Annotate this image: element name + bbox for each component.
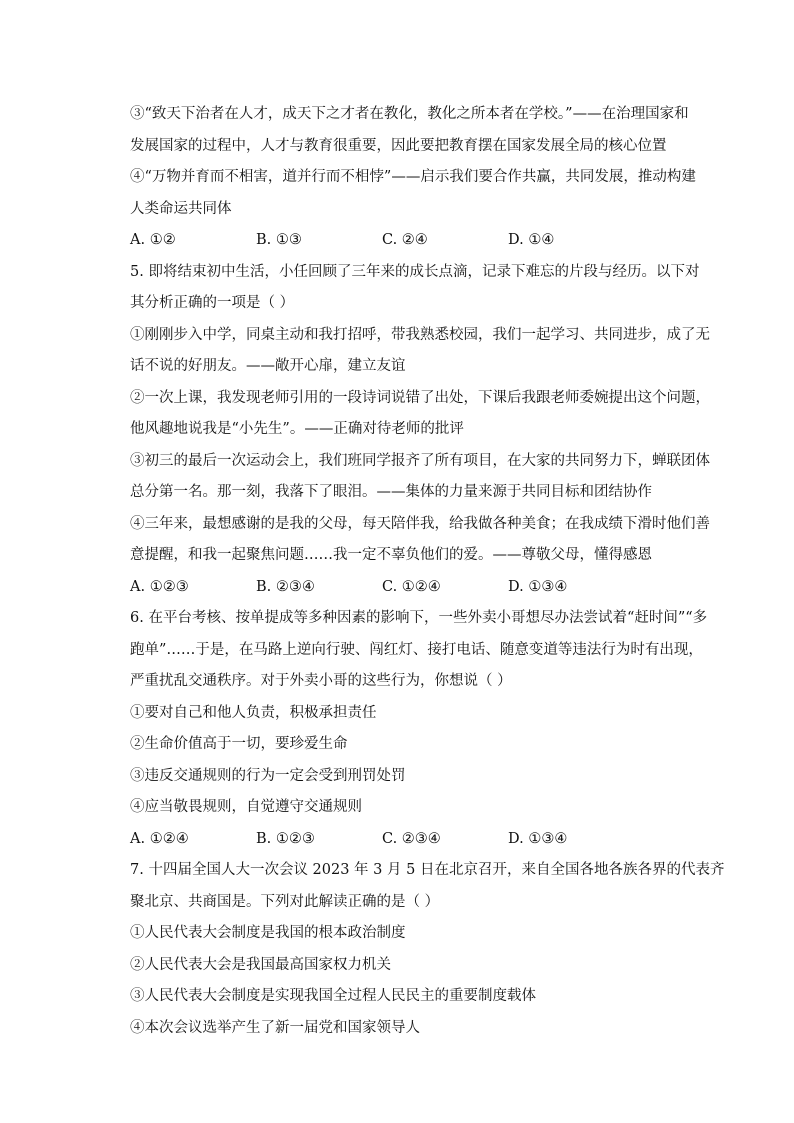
question-4-continued (130, 99, 702, 257)
q5-item-1-line-1: ①刚刚步入中学，同桌主动和我打招呼，带我熟悉校园，我们一起学习、共同进步，成了无 (130, 326, 710, 343)
q4-option-d: D. ①④ (508, 232, 555, 248)
q7-stem-line-1: 7. 十四届全国人大一次会议 2023 年 3 月 5 日在北京召开，来自全国各地各族各界的代表齐 (130, 862, 725, 878)
q6-option-a: A. ①②④ (130, 830, 189, 847)
q4-item-4-line-2: 人类命运共同体 (130, 200, 232, 217)
question-5 (130, 257, 710, 604)
q6-option-d: D. ①③④ (508, 830, 568, 847)
q5-option-a: A. ①②③ (130, 578, 189, 595)
q4-options (130, 225, 702, 257)
q5-stem-line-2: 其分析正确的一项是（ ） (130, 295, 295, 311)
q5-options (130, 572, 702, 604)
q5-option-c: C. ①②④ (382, 578, 441, 595)
q5-item-2-line-1: ②一次上课，我发现老师引用的一段诗词说错了出处，下课后我跟老师委婉提出这个问题， (130, 389, 710, 406)
question-7 (130, 855, 725, 1044)
q4-item-3-line-2: 发展国家的过程中，人才与教育很重要，因此要把教育摆在国家发展全局的核心位置 (130, 137, 667, 154)
q7-item-2: ②人民代表大会是我国最高国家权力机关 (130, 956, 391, 973)
question-6 (130, 603, 708, 855)
q4-option-b: B. ①③ (256, 232, 302, 248)
q7-stem-line-2: 聚北京、共商国是。下列对此解读正确的是（ ） (130, 893, 440, 910)
q4-item-3-line-1: ③“致天下治者在人才，成天下之才者在教化，教化之所本者在学校。”——在治理国家和 (130, 106, 689, 122)
q6-item-3: ③违反交通规则的行为一定会受到刑罚处罚 (130, 767, 406, 784)
q5-item-4-line-1: ④三年来，最想感谢的是我的父母，每天陪伴我，给我做各种美食；在我成绩下滑时他们善 (130, 515, 710, 532)
q6-option-b: B. ①②③ (256, 830, 315, 847)
q6-item-2: ②生命价值高于一切，要珍爱生命 (130, 736, 348, 752)
q5-item-2-line-2: 他风趣地说我是“小先生”。——正确对待老师的批评 (130, 421, 464, 437)
q6-stem-line-1: 6. 在平台考核、按单提成等多种因素的影响下，一些外卖小哥想尽办法尝试着“赶时间”“多 (130, 610, 708, 626)
q4-item-4-line-1: ④“万物并育而不相害，道并行而不相悖”——启示我们要合作共赢，共同发展，推动构建 (130, 169, 696, 185)
q5-item-3-line-2: 总分第一名。那一刻，我落下了眼泪。——集体的力量来源于共同目标和团结协作 (130, 484, 652, 500)
q5-item-4-line-2: 意提醒，和我一起聚焦问题……我一定不辜负他们的爱。——尊敬父母，懂得感恩 (130, 547, 652, 563)
q5-item-1-line-2: 话不说的好朋友。——敞开心扉，建立友谊 (130, 358, 406, 374)
q6-options (130, 824, 702, 856)
q6-option-c: C. ②③④ (382, 830, 441, 847)
q4-option-a: A. ①② (130, 232, 176, 248)
q5-item-3-line-1: ③初三的最后一次运动会上，我们班同学报齐了所有项目，在大家的共同努力下，蝉联团体 (130, 452, 710, 469)
q5-option-d: D. ①③④ (508, 578, 568, 595)
q6-item-4: ④应当敬畏规则，自觉遵守交通规则 (130, 799, 362, 815)
q6-item-1: ①要对自己和他人负责，积极承担责任 (130, 704, 377, 721)
q5-option-b: B. ②③④ (256, 578, 315, 595)
q4-option-c: C. ②④ (382, 232, 428, 248)
q6-stem-line-3: 严重扰乱交通秩序。对于外卖小哥的这些行为，你想说（ ） (130, 673, 512, 689)
q7-item-3: ③人民代表大会制度是实现我国全过程人民民主的重要制度载体 (130, 988, 536, 1004)
q6-stem-line-2: 跑单”……于是，在马路上逆向行驶、闯红灯、接打电话、随意变道等违法行为时有出现， (130, 641, 703, 658)
q7-item-4: ④本次会议选举产生了新一届党和国家领导人 (130, 1019, 420, 1036)
q7-item-1: ①人民代表大会制度是我国的根本政治制度 (130, 925, 406, 941)
q5-stem-line-1: 5. 即将结束初中生活，小任回顾了三年来的成长点滴，记录下难忘的片段与经历。以下对 (130, 263, 700, 280)
